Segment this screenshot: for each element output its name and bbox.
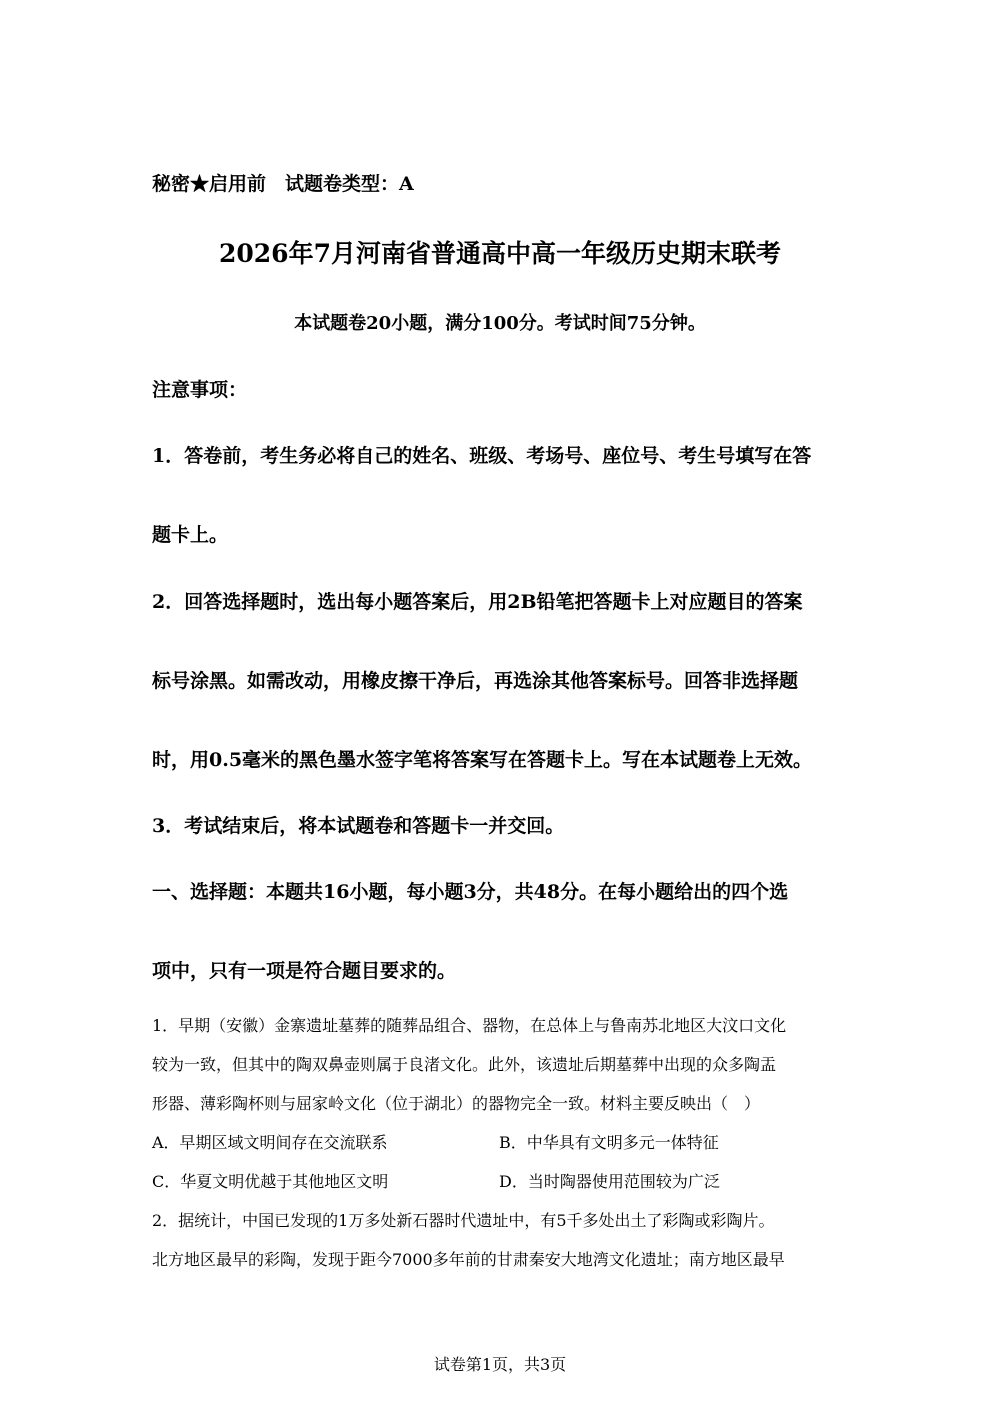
question-stem-line: 1．早期（安徽）金寨遗址墓葬的随葬品组合、器物，在总体上与鲁南苏北地区大汶口文化 [152, 1016, 787, 1035]
option-c: C．华夏文明优越于其他地区文明 [152, 1172, 389, 1191]
question-stem-line: 形器、薄彩陶杯则与屈家岭文化（位于湖北）的器物完全一致。材料主要反映出（ ） [152, 1094, 761, 1113]
page-subtitle: 本试题卷20小题，满分100分。考试时间75分钟。 [294, 313, 706, 334]
notice-line: 1．答卷前，考生务必将自己的姓名、班级、考场号、座位号、考生号填写在答 [152, 445, 812, 467]
secret-label: 秘密★启用前 试题卷类型：A [152, 173, 414, 195]
option-b: B．中华具有文明多元一体特征 [499, 1133, 719, 1152]
question-stem-line: 较为一致，但其中的陶双鼻壶则属于良渚文化。此外，该遗址后期墓葬中出现的众多陶盂 [152, 1055, 777, 1074]
page-footer: 试卷第1页，共3页 [433, 1355, 567, 1374]
notice-line: 题卡上。 [152, 524, 229, 546]
notice-line: 标号涂黑。如需改动，用橡皮擦干净后，再选涂其他答案标号。回答非选择题 [152, 670, 799, 692]
section-heading: 项中，只有一项是符合题目要求的。 [152, 960, 457, 982]
notice-line: 时，用0.5毫米的黑色墨水签字笔将答案写在答题卡上。写在本试题卷上无效。 [152, 749, 813, 771]
notice-line: 2．回答选择题时，选出每小题答案后，用2B铅笔把答题卡上对应题目的答案 [152, 591, 803, 613]
page-title: 2026年7月河南省普通高中高一年级历史期末联考 [219, 239, 781, 268]
option-a: A．早期区域文明间存在交流联系 [152, 1133, 388, 1152]
question-stem-line: 北方地区最早的彩陶，发现于距今7000多年前的甘肃秦安大地湾文化遗址；南方地区最早 [152, 1250, 785, 1269]
notice-heading: 注意事项： [152, 379, 248, 401]
section-heading: 一、选择题：本题共16小题，每小题3分，共48分。在每小题给出的四个选 [152, 881, 789, 903]
notice-line: 3．考试结束后，将本试题卷和答题卡一并交回。 [152, 815, 565, 837]
option-d: D．当时陶器使用范围较为广泛 [499, 1172, 720, 1191]
question-stem-line: 2．据统计，中国已发现的1万多处新石器时代遗址中，有5千多处出土了彩陶或彩陶片。 [152, 1211, 775, 1230]
